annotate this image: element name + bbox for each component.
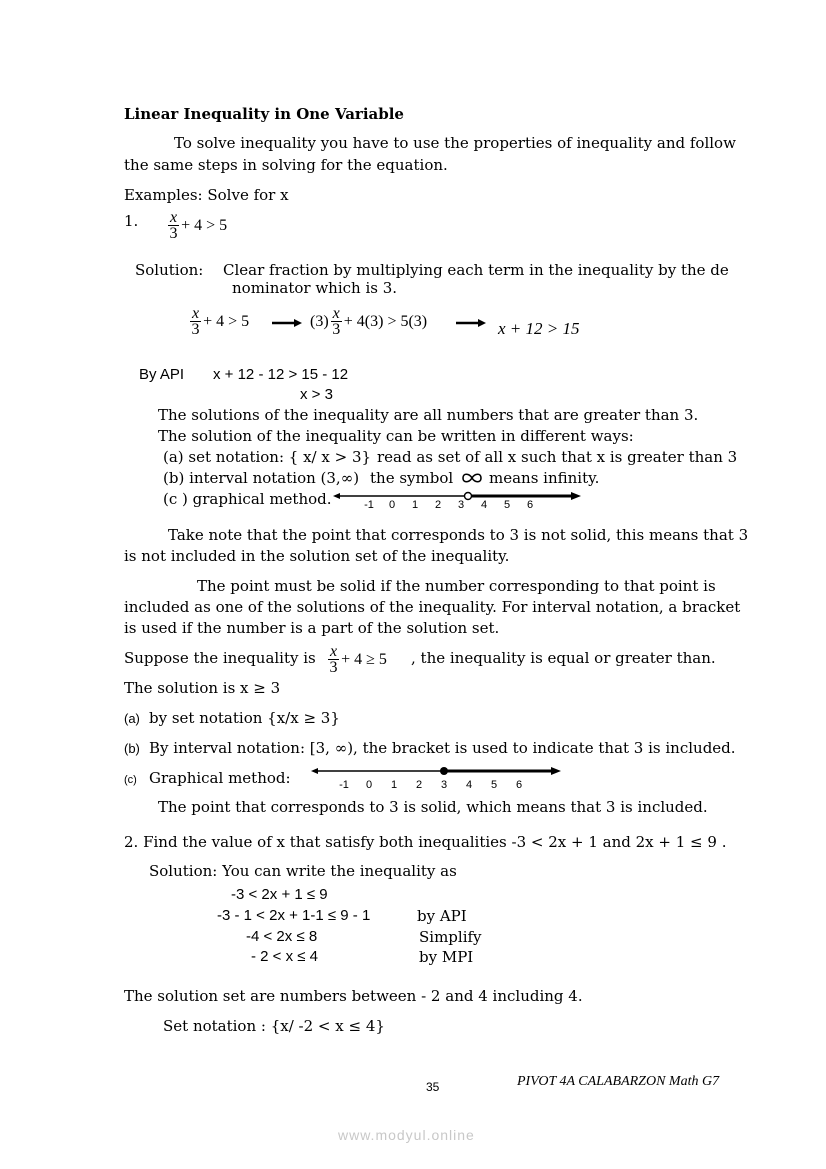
footer-reference: PIVOT 4A CALABARZON Math G7 [517, 1074, 720, 1089]
right-arrow-icon [272, 318, 302, 328]
graphical-method-label: (c ) graphical method. [163, 490, 332, 508]
ex2-row-3-expr: -4 < 2x ≤ 8 [246, 928, 318, 945]
ex2-row-1-expr: -3 < 2x + 1 ≤ 9 [231, 886, 328, 903]
tick-label: -1 [339, 779, 349, 790]
set-notation-a: (a) set notation: { x/ x > 3} [163, 448, 372, 466]
fraction: $\frac{x}{3}$ [169, 209, 178, 242]
item-c-text: Graphical method: [149, 769, 291, 787]
suppose-expression: $\frac{x}{3}$ + 4 ≥ 5 [329, 643, 387, 676]
example-2-solution: Solution: You can write the inequality as [149, 862, 457, 880]
page-number: 35 [426, 1080, 440, 1094]
api-line: x + 12 - 12 > 15 - 12 [213, 366, 349, 383]
tick-label: 2 [415, 779, 423, 790]
infinity-icon [460, 471, 484, 485]
note-1-line-2: is not included in the solution set of the inequality. [124, 547, 510, 565]
step-expression-b: (3) $\frac{x}{3}$ + 4(3) > 5(3) [310, 305, 428, 338]
tick-label: 6 [526, 499, 534, 511]
example-1-expression: $\frac{x}{3}$ + 4 > 5 [169, 209, 228, 242]
note-2-line-2: included as one of the solutions of the inequality. For interval notation, a bracket [124, 598, 741, 616]
intro-line-1: To solve inequality you have to use the properties of inequality and follow [174, 134, 736, 152]
interval-notation-a: (b) interval notation (3,∞) [163, 469, 360, 487]
item-a-label: (a) [124, 711, 140, 726]
example-2-line: 2. Find the value of x that satisfy both inequalities -3 < 2x + 1 and 2x + 1 ≤ 9 . [124, 833, 727, 851]
number-line-closed [311, 764, 561, 790]
solution-line-1: Clear fraction by multiplying each term in the inequality by the de [223, 261, 729, 279]
item-b-label: (b) [124, 741, 140, 756]
suppose-pre: Suppose the inequality is [124, 649, 316, 667]
interval-notation-b: the symbol [370, 469, 454, 487]
ex2-row-4-expr: - 2 < x ≤ 4 [251, 948, 319, 965]
solution-label: Solution: [135, 261, 204, 279]
api-result: x > 3 [300, 386, 333, 403]
tick-label: -1 [364, 499, 374, 511]
tick-label: 1 [411, 499, 419, 511]
note-2-line-3: is used if the number is a part of the solution set. [124, 619, 500, 637]
tick-label: 0 [388, 499, 396, 511]
tick-label: 5 [490, 779, 498, 790]
api-label: By API [139, 366, 185, 383]
examples-label: Examples: Solve for x [124, 186, 289, 204]
tick-label: 3 [440, 779, 448, 790]
tick-label: 5 [503, 499, 511, 511]
number-line-ticks [339, 779, 522, 790]
note-1-line-1: Take note that the point that corresponds to 3 is not solid, this means that 3 [168, 526, 749, 544]
solid-point [440, 767, 448, 775]
tick-label: 6 [515, 779, 523, 790]
step-expression-c: x + 12 > 15 [498, 319, 580, 338]
tick-label: 2 [434, 499, 442, 511]
open-point [465, 493, 472, 500]
ex2-row-3-note: Simplify [419, 928, 482, 946]
item-c-label: (c) [124, 774, 137, 786]
solution-text-1: The solutions of the inequality are all numbers that are greater than 3. [158, 406, 699, 424]
suppose-solution: The solution is x ≥ 3 [124, 679, 281, 697]
closing-text: The point that corresponds to 3 is solid, which means that 3 is included. [158, 798, 708, 816]
intro-line-2: the same steps in solving for the equation. [124, 156, 448, 174]
number-line-ticks [364, 499, 533, 511]
set-notation-b: read as set of all x such that x is greater than 3 [377, 448, 738, 466]
watermark: www.modyul.online [338, 1127, 475, 1143]
tick-label: 4 [465, 779, 473, 790]
step-expression-a: $\frac{x}{3}$ + 4 > 5 [191, 305, 250, 338]
tick-label: 1 [390, 779, 398, 790]
number-line-open [333, 488, 581, 512]
note-2-line-1: The point must be solid if the number corresponding to that point is [197, 577, 716, 595]
example-1-number: 1. [124, 212, 139, 230]
fraction: $\frac{x}{3}$ [329, 643, 338, 676]
fraction: $\frac{x}{3}$ [332, 305, 341, 338]
page-title: Linear Inequality in One Variable [124, 105, 404, 123]
tick-label: 4 [480, 499, 488, 511]
right-arrow-icon [456, 318, 486, 328]
fraction: $\frac{x}{3}$ [191, 305, 200, 338]
tick-label: 3 [457, 499, 465, 511]
solution-text-2: The solution of the inequality can be written in different ways: [158, 427, 634, 445]
ex2-row-2-expr: -3 - 1 < 2x + 1-1 ≤ 9 - 1 [217, 907, 371, 924]
set-notation-final: Set notation : {x/ -2 < x ≤ 4} [163, 1017, 385, 1035]
interval-notation-c: means infinity. [489, 469, 600, 487]
item-a-text: by set notation {x/x ≥ 3} [149, 709, 340, 727]
item-b-text: By interval notation: [3, ∞), the bracket is used to indicate that 3 is included. [149, 739, 736, 757]
tick-label: 0 [365, 779, 373, 790]
ex2-row-4-note: by MPI [419, 948, 474, 966]
solution-line-2: nominator which is 3. [232, 279, 398, 297]
ex2-row-2-note: by API [417, 907, 467, 925]
solution-set-text: The solution set are numbers between - 2 and 4 including 4. [124, 987, 583, 1005]
suppose-post: , the inequality is equal or greater than. [411, 649, 716, 667]
